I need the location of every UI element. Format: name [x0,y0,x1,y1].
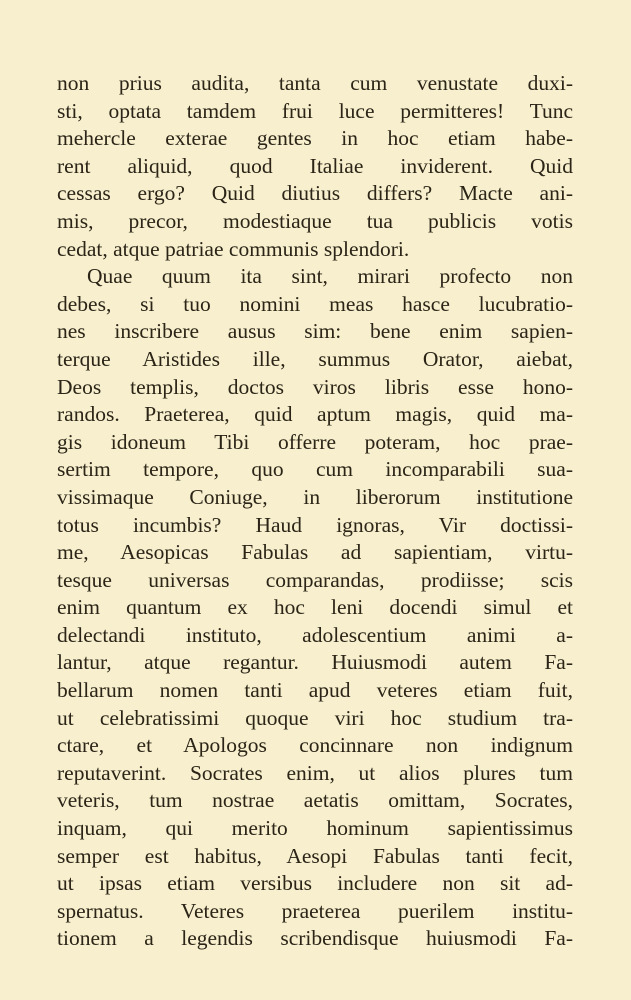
paragraph-start-line: Quae quum ita sint, mirari profecto non [87,264,573,289]
text-line: ut ipsas etiam versibus includere non sit ad- [57,871,573,896]
text-line: nes inscribere ausus sim: bene enim sapien- [57,319,573,344]
text-line: vissimaque Coniuge, in liberorum institutione [57,484,573,509]
book-page-text [57,70,573,953]
text-line: sertim tempore, quo cum incomparabili sua- [57,457,573,482]
text-line: Deos templis, doctos viros libris esse hono- [57,374,573,399]
text-line: mis, precor, modestiaque tua publicis votis [57,208,573,233]
text-line: delectandi instituto, adolescentium animi a- [57,622,573,647]
text-line: ctare, et Apologos concinnare non indignum [57,733,573,758]
text-line: debes, si tuo nomini meas hasce lucubratio- [57,291,573,316]
text-line: enim quantum ex hoc leni docendi simul et [57,595,573,620]
text-line: totus incumbis? Haud ignoras, Vir doctissi- [57,512,573,537]
text-line: gis idoneum Tibi offerre poteram, hoc prae- [57,429,573,454]
text-line: terque Aristides ille, summus Orator, aiebat, [57,346,573,371]
text-line: mehercle exterae gentes in hoc etiam habe- [57,126,573,151]
text-line: spernatus. Veteres praeterea puerilem institu- [57,898,573,923]
text-line: tionem a legendis scribendisque huiusmodi Fa- [57,926,573,951]
text-line: non prius audita, tanta cum venustate duxi- [57,71,573,95]
text-line: reputaverint. Socrates enim, ut alios plures tum [57,760,573,785]
text-line: cedat, atque patriae communis splendori. [57,236,410,261]
text-line: veteris, tum nostrae aetatis omittam, Socrates, [57,788,573,813]
text-line: rent aliquid, quod Italiae inviderent. Quid [57,153,573,178]
text-line: me, Aesopicas Fabulas ad sapientiam, virtu- [57,540,573,565]
text-line: semper est habitus, Aesopi Fabulas tanti fecit, [57,843,573,868]
text-line: tesque universas comparandas, prodiisse; scis [57,567,573,592]
text-line: lantur, atque regantur. Huiusmodi autem Fa- [57,650,573,675]
text-line: sti, optata tamdem frui luce permitteres! Tunc [57,98,573,123]
text-line: cessas ergo? Quid diutius differs? Macte ani- [57,181,573,206]
text-line: randos. Praeterea, quid aptum magis, quid ma- [57,402,573,427]
text-line: bellarum nomen tanti apud veteres etiam fuit, [57,678,573,703]
text-line: ut celebratissimi quoque viri hoc studium tra- [57,705,573,730]
text-line: inquam, qui merito hominum sapientissimus [57,816,573,841]
